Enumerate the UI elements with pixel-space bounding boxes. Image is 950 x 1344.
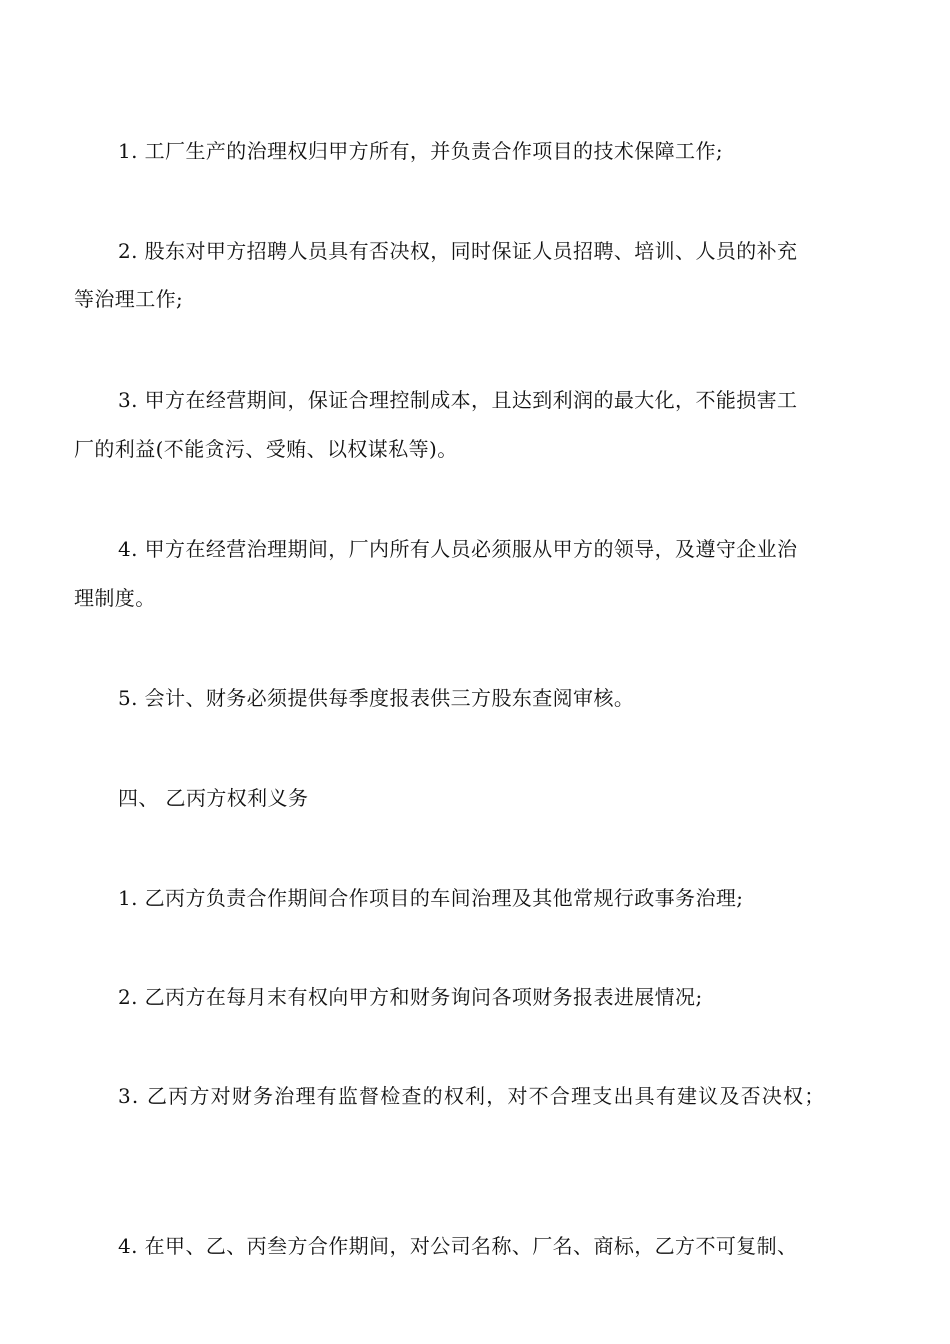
section-4-item-1: 1. 乙丙方负责合作期间合作项目的车间治理及其他常规行政事务治理;: [118, 886, 744, 910]
paragraph-5-line-1: 5. 会计、财务必须提供每季度报表供三方股东查阅审核。: [118, 686, 635, 710]
paragraph-2-line-1: 2. 股东对甲方招聘人员具有否决权，同时保证人员招聘、培训、人员的补充: [118, 239, 798, 263]
section-4-item-2: 2. 乙丙方在每月末有权向甲方和财务询问各项财务报表进展情况;: [118, 985, 703, 1009]
paragraph-4-line-2: 理制度。: [74, 586, 156, 610]
section-4-item-3: 3. 乙丙方对财务治理有监督检查的权利，对不合理支出具有建议及否决权；: [118, 1084, 826, 1108]
paragraph-3-line-2: 厂的利益(不能贪污、受贿、以权谋私等)。: [74, 437, 458, 461]
section-4-item-4: 4. 在甲、乙、丙叁方合作期间，对公司名称、厂名、商标，乙方不可复制、: [118, 1234, 798, 1258]
paragraph-2-line-2: 等治理工作;: [74, 287, 184, 311]
paragraph-4-line-1: 4. 甲方在经营治理期间，厂内所有人员必须服从甲方的领导，及遵守企业治: [118, 537, 798, 561]
paragraph-3-line-1: 3. 甲方在经营期间，保证合理控制成本，且达到利润的最大化，不能损害工: [118, 388, 798, 412]
section-heading-4: 四、 乙丙方权利义务: [118, 786, 309, 810]
paragraph-1-line-1: 1. 工厂生产的治理权归甲方所有，并负责合作项目的技术保障工作;: [118, 139, 723, 163]
